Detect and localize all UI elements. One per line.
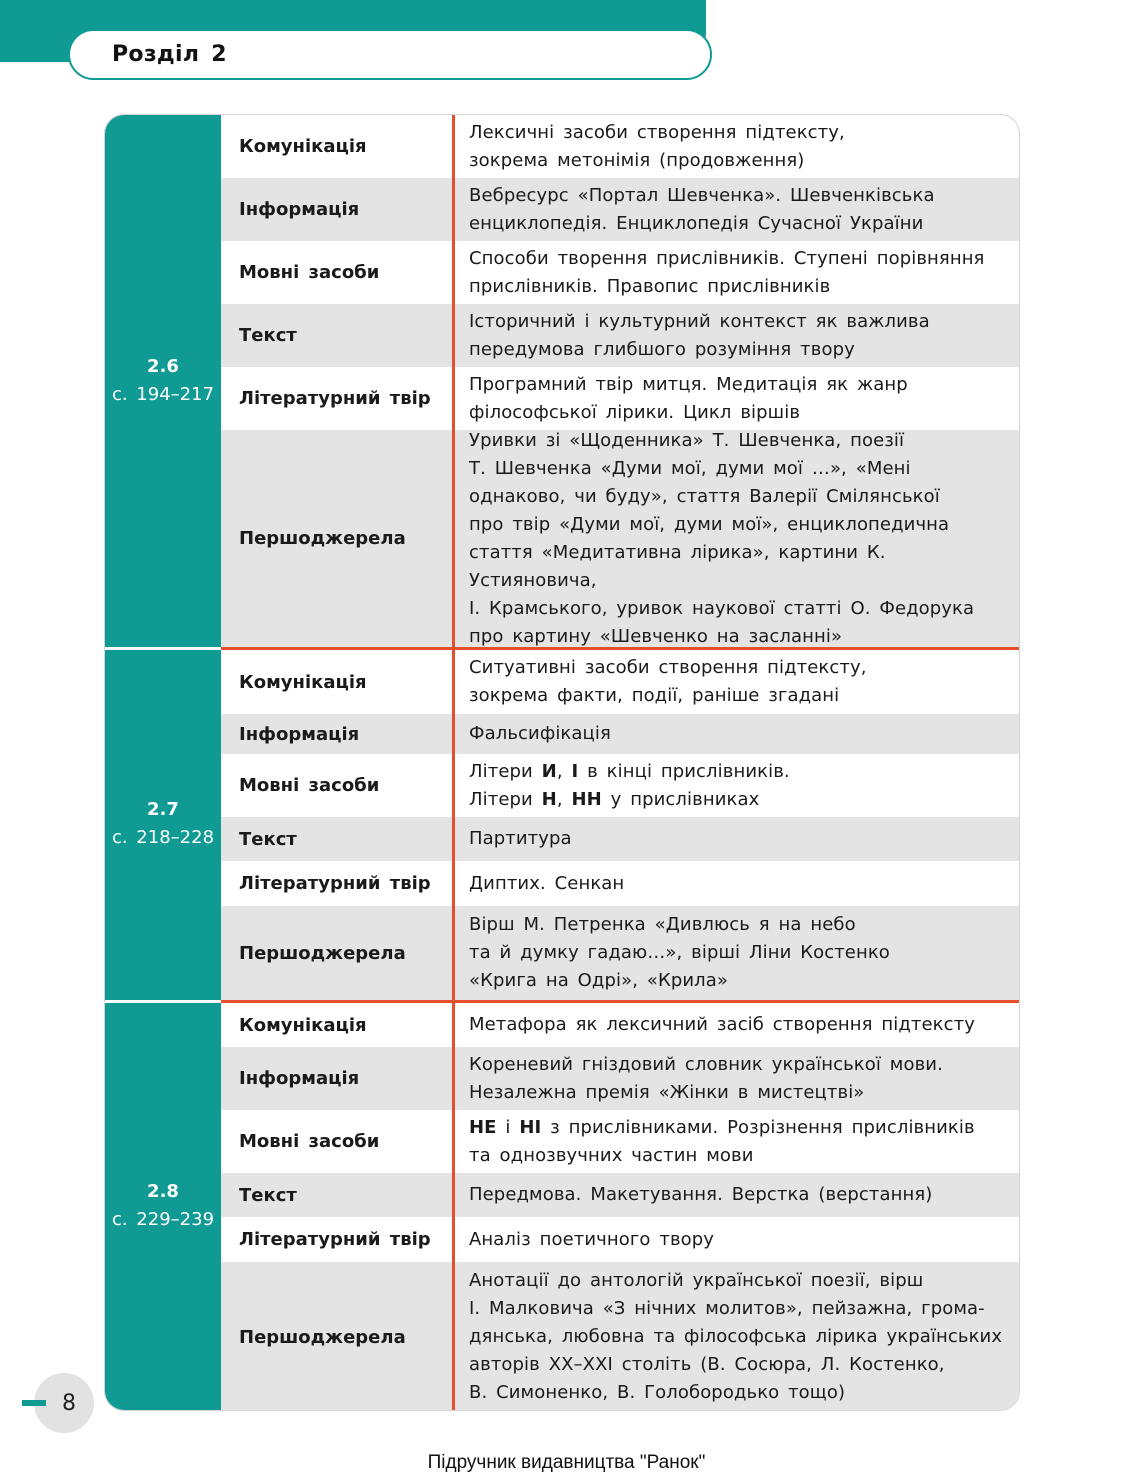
- content-line: однаково, чи буду», стаття Валерії Смілянської: [469, 485, 940, 507]
- row-content: [453, 650, 1020, 714]
- content-line: енциклопедія. Енциклопедія Сучасної України: [469, 212, 924, 234]
- text-run: в кінці прислівників.: [578, 760, 790, 782]
- block-separator: [221, 647, 1020, 650]
- block-2-7: [105, 647, 1020, 1000]
- content-line: Фальсифікація: [469, 723, 611, 744]
- row-label: Мовні засоби: [239, 262, 380, 283]
- content-line: Способи творення прислівників. Ступені порівняння: [469, 247, 985, 269]
- topics-table: [104, 114, 1020, 1411]
- row-content: [453, 817, 1020, 861]
- row-content: [453, 754, 1020, 817]
- table-row: [221, 241, 1020, 304]
- row-label: Текст: [239, 828, 297, 850]
- table-row: [221, 650, 1020, 714]
- row-label: Інформація: [239, 723, 360, 745]
- text-run: з прислівниками. Розрізнення прислівників: [541, 1116, 975, 1138]
- content-line: Вебресурс «Портал Шевченка». Шевченківська: [469, 184, 935, 206]
- content-line: та й думку гадаю…», вірші Ліни Костенко: [469, 942, 890, 963]
- row-label: Комунікація: [239, 136, 367, 157]
- table-row: [221, 1110, 1020, 1173]
- content-line: І. Крамського, уривок наукової статті О. Федорука: [469, 597, 975, 619]
- block-number: 2.7: [147, 798, 179, 820]
- block-2-8: [105, 1000, 1020, 1411]
- content-line: Програмний твір митця. Медитація як жанр: [469, 373, 908, 395]
- publisher-footer: Підручник видавництва "Ранок": [427, 1452, 706, 1473]
- block-id-cell: [105, 115, 221, 647]
- block-id-cell: [105, 1000, 221, 1411]
- table-row: [221, 178, 1020, 241]
- text-run: ,: [556, 760, 572, 782]
- content-line: та однозвучних частин мови: [469, 1144, 754, 1166]
- row-content: [453, 906, 1020, 1000]
- table-row: [221, 817, 1020, 861]
- content-line: зокрема факти, події, раніше згадані: [469, 685, 840, 706]
- table-row: [221, 754, 1020, 817]
- content-line: філософської лірики. Цикл віршів: [469, 401, 801, 423]
- block-number: 2.8: [147, 1181, 179, 1202]
- row-label: Інформація: [239, 199, 360, 220]
- content-line: прислівників. Правопис прислівників: [469, 275, 831, 297]
- row-content: [453, 1003, 1020, 1047]
- row-content: [453, 861, 1020, 906]
- content-line: дянська, любовна та філософська лірика українських: [469, 1326, 1003, 1347]
- content-line: Партитура: [469, 828, 572, 849]
- content-line: авторів ХХ–ХХІ століть (В. Сосюра, Л. Костенко,: [469, 1354, 945, 1375]
- row-label: Мовні засоби: [239, 1131, 380, 1152]
- row-content: [453, 714, 1020, 754]
- content-line: стаття «Медитативна лірика», картини К. Устияновича,: [469, 541, 886, 591]
- row-content: [453, 1110, 1020, 1173]
- text-run: у прислівниках: [601, 788, 760, 810]
- bold-particle: НЕ: [469, 1116, 497, 1138]
- content-line: І. Малковича «З нічних молитов», пейзажна, грома-: [469, 1298, 985, 1319]
- block-id-cell: [105, 647, 221, 1000]
- content-line: «Крига на Одрі», «Крила»: [469, 970, 729, 991]
- content-line: Анотації до антологій української поезії, вірш: [469, 1270, 924, 1291]
- bold-letter: Н: [541, 788, 557, 810]
- column-divider: [452, 115, 455, 1410]
- bold-letter: І: [571, 760, 579, 782]
- table-row: [221, 1173, 1020, 1217]
- block-number: 2.6: [147, 356, 179, 377]
- text-run: Літери: [469, 760, 542, 782]
- content-line: Незалежна премія «Жінки в мистецтві»: [469, 1081, 865, 1103]
- content-line: зокрема метонімія (продовження): [469, 149, 805, 171]
- content-line: Метафора як лексичний засіб створення підтексту: [469, 1014, 975, 1035]
- table-row: [221, 906, 1020, 1000]
- block-pages: с. 194–217: [111, 384, 215, 405]
- content-line: В. Симоненко, В. Голобородько тощо): [469, 1382, 846, 1403]
- table-row: [221, 1217, 1020, 1262]
- content-line: про картину «Шевченко на засланні»: [469, 625, 843, 647]
- block-pages: с. 218–228: [111, 826, 215, 848]
- content-line: Вірш М. Петренка «Дивлюсь я на небо: [469, 914, 856, 935]
- text-run: Літери: [469, 788, 542, 810]
- section-title: Розділ 2: [112, 42, 227, 67]
- table-row: [221, 304, 1020, 367]
- row-content: [453, 1173, 1020, 1217]
- content-line: Кореневий гніздовий словник української мови.: [469, 1053, 943, 1075]
- row-label: Текст: [239, 1184, 297, 1206]
- page-number: 8: [62, 1390, 76, 1416]
- table-row: [221, 714, 1020, 754]
- content-line: [469, 786, 1007, 814]
- table-row: [221, 1003, 1020, 1047]
- row-label: Літературний твір: [239, 873, 431, 894]
- block-2-6: [105, 115, 1020, 647]
- content-line: про твір «Думи мої, думи мої», енциклопедична: [469, 513, 950, 535]
- content-line: Аналіз поетичного твору: [469, 1228, 715, 1250]
- table-row: [221, 1047, 1020, 1110]
- row-content: [453, 1217, 1020, 1262]
- content-line: Диптих. Сенкан: [469, 872, 625, 894]
- row-label: Першоджерела: [239, 528, 406, 549]
- block-separator: [105, 647, 221, 650]
- content-line: Лексичні засоби створення підтексту,: [469, 121, 845, 143]
- table-row: [221, 861, 1020, 906]
- row-label: Комунікація: [239, 671, 367, 693]
- row-content: [453, 367, 1020, 430]
- row-content: [453, 430, 1020, 647]
- row-label: Першоджерела: [239, 942, 406, 964]
- row-label: Мовні засоби: [239, 775, 380, 796]
- content-line: передумова глибшого розуміння твору: [469, 338, 855, 360]
- content-line: Уривки зі «Щоденника» Т. Шевченка, поезії: [469, 429, 905, 451]
- table-row: [221, 367, 1020, 430]
- content-line: Передмова. Макетування. Верстка (верстання): [469, 1184, 933, 1205]
- table-row: [221, 430, 1020, 647]
- row-label: Літературний твір: [239, 1229, 431, 1250]
- block-separator: [105, 1000, 221, 1003]
- row-label: Інформація: [239, 1068, 360, 1089]
- content-line: [469, 758, 1007, 786]
- row-content: [453, 115, 1020, 178]
- content-line: Історичний і культурний контекст як важлива: [469, 310, 930, 332]
- row-content: [453, 241, 1020, 304]
- row-label: Текст: [239, 325, 297, 346]
- content-line: Ситуативні засоби створення підтексту,: [469, 657, 867, 678]
- row-label: Літературний твір: [239, 388, 431, 409]
- table-row: [221, 1262, 1020, 1411]
- row-label: Комунікація: [239, 1014, 367, 1036]
- bold-particle: НІ: [519, 1116, 542, 1138]
- bold-letter: И: [541, 760, 557, 782]
- row-label: Першоджерела: [239, 1326, 406, 1348]
- content-line: Т. Шевченка «Думи мої, думи мої …», «Мені: [469, 457, 911, 479]
- text-run: ,: [556, 788, 572, 810]
- bold-letter: НН: [571, 788, 602, 810]
- text-run: і: [496, 1116, 520, 1138]
- block-separator: [221, 1000, 1020, 1003]
- content-line: [469, 1114, 1007, 1142]
- row-content: [453, 1047, 1020, 1110]
- row-content: [453, 304, 1020, 367]
- row-content: [453, 178, 1020, 241]
- row-content: [453, 1262, 1020, 1411]
- table-row: [221, 115, 1020, 178]
- block-pages: с. 229–239: [111, 1209, 215, 1230]
